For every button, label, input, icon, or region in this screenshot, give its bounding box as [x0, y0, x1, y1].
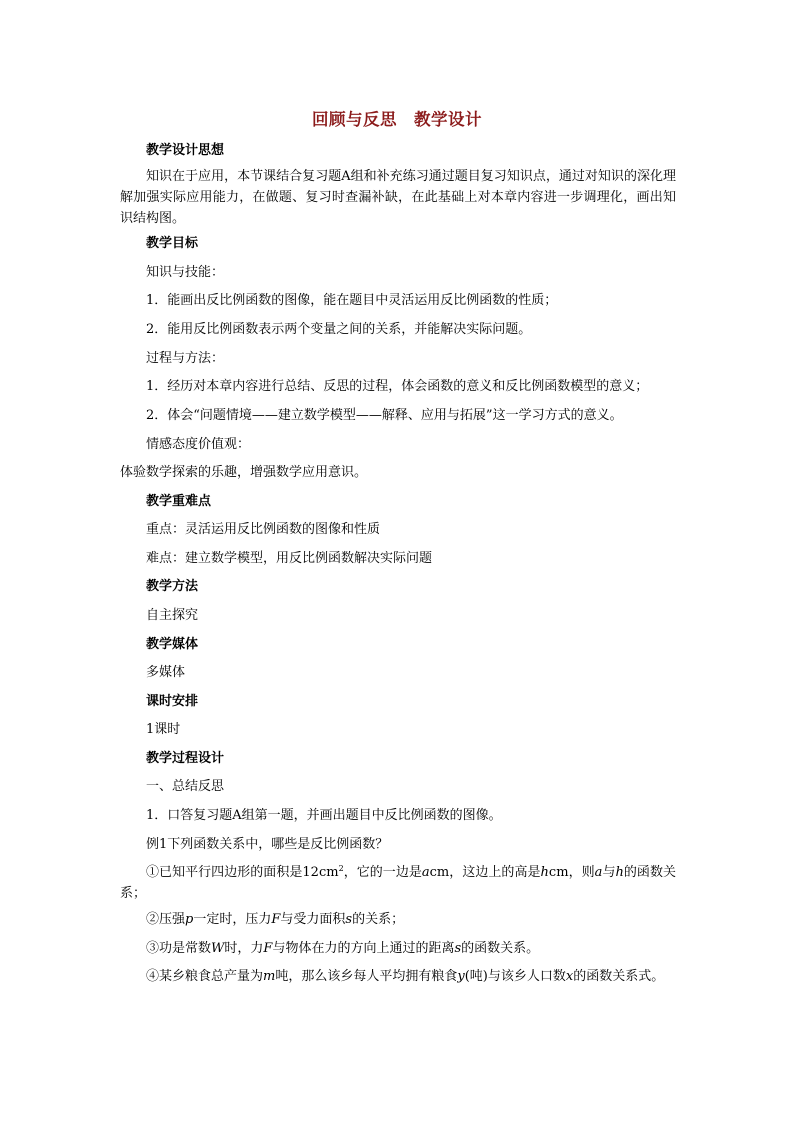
emotion-item-1: 体验数学探索的乐趣，增强数学应用意识。 — [120, 465, 368, 480]
teaching-media-text: 多媒体 — [146, 665, 186, 680]
heading-teaching-media: 教学媒体 — [146, 637, 199, 652]
emotion-values-label: 情感态度价值观： — [146, 437, 251, 452]
class-hours-text: 1课时 — [146, 722, 181, 737]
process-item-2: 2．体会“问题情境——建立数学模型——解释、应用与拓展”这一学习方式的意义。 — [146, 408, 623, 423]
heading-class-hours: 课时安排 — [146, 694, 199, 709]
design-thought-paragraph: 知识在于应用，本节课结合复习题A组和补充练习通过题目复习知识点，通过对知识的深化理解加强实际应用能力，在做题、复习时查漏补缺，在此基础上对本章内容进一步调理化，画出知识结构图。 — [120, 169, 676, 226]
page-title: 回顾与反思 教学设计 — [312, 110, 482, 129]
heading-teaching-process: 教学过程设计 — [146, 751, 225, 766]
heading-key-difficulty: 教学重难点 — [146, 494, 212, 509]
heading-design-thought: 教学设计思想 — [146, 143, 225, 158]
process-step-1: 1．口答复习题A组第一题，并画出题目中反比例函数的图像。 — [146, 808, 502, 823]
example-1-prompt: 例1下列函数关系中，哪些是反比例函数？ — [146, 837, 389, 852]
question-3: ③功是常数W时，力F与物体在力的方向上通过的距离s的函数关系。 — [146, 941, 540, 956]
key-point: 重点：灵活运用反比例函数的图像和性质 — [146, 522, 381, 537]
knowledge-skills-label: 知识与技能： — [146, 265, 225, 280]
process-item-1: 1．经历对本章内容进行总结、反思的过程，体会函数的意义和反比例函数模型的意义； — [146, 379, 649, 394]
question-2: ②压强p一定时，压力F与受力面积s的关系； — [146, 912, 405, 927]
knowledge-item-2: 2．能用反比例函数表示两个变量之间的关系，并能解决实际问题。 — [146, 322, 532, 337]
teaching-method-text: 自主探究 — [146, 608, 199, 623]
heading-teaching-goals: 教学目标 — [146, 236, 199, 251]
heading-teaching-method: 教学方法 — [146, 579, 199, 594]
knowledge-item-1: 1．能画出反比例函数的图像，能在题目中灵活运用反比例函数的性质； — [146, 293, 558, 308]
question-4: ④某乡粮食总产量为m吨，那么该乡每人平均拥有粮食y(吨)与该乡人口数x的函数关系式。 — [146, 969, 665, 984]
process-method-label: 过程与方法： — [146, 351, 225, 366]
question-1: ①已知平行四边形的面积是$12cm^2$，它的一边是acm，这边上的高是hcm，则a与h的函数关系； — [120, 864, 676, 901]
process-part-1: 一、总结反思 — [146, 779, 225, 794]
difficult-point: 难点：建立数学模型，用反比例函数解决实际问题 — [146, 551, 433, 566]
